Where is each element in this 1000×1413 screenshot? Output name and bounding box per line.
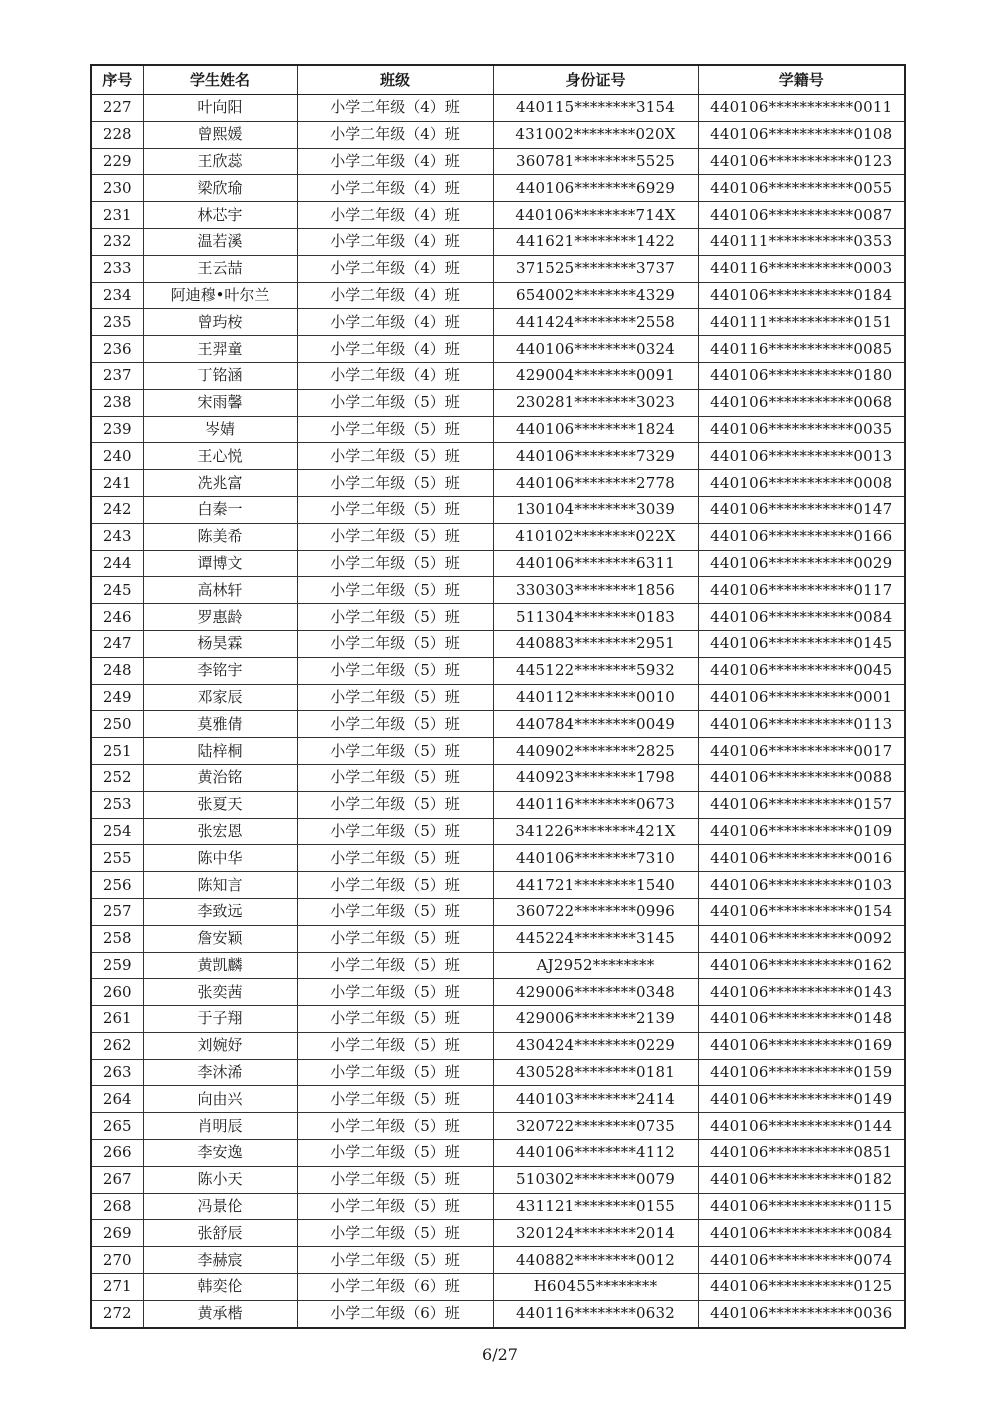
cell-class: 小学二年级（5）班 [297, 577, 493, 604]
cell-class: 小学二年级（5）班 [297, 1006, 493, 1033]
cell-seq: 231 [91, 202, 143, 229]
cell-student-number: 440106***********0182 [698, 1166, 905, 1193]
table-row [91, 1220, 905, 1247]
cell-student-name: 叶向阳 [143, 95, 297, 122]
cell-id-number: 440106********7329 [493, 443, 698, 470]
cell-class: 小学二年级（5）班 [297, 389, 493, 416]
cell-student-name: 詹安颖 [143, 925, 297, 952]
student-roster-table [90, 64, 906, 1329]
cell-student-name: 于子翔 [143, 1006, 297, 1033]
table-row [91, 1086, 905, 1113]
table-row [91, 121, 905, 148]
cell-student-name: 岑婧 [143, 416, 297, 443]
cell-student-name: 黄承楷 [143, 1300, 297, 1327]
cell-student-number: 440106***********0125 [698, 1274, 905, 1301]
cell-student-name: 王欣蕊 [143, 148, 297, 175]
cell-student-number: 440106***********0159 [698, 1059, 905, 1086]
cell-seq: 246 [91, 604, 143, 631]
table-row [91, 1059, 905, 1086]
cell-class: 小学二年级（4）班 [297, 202, 493, 229]
cell-id-number: 371525********3737 [493, 255, 698, 282]
cell-id-number: 440115********3154 [493, 95, 698, 122]
cell-student-number: 440106***********0851 [698, 1140, 905, 1167]
cell-seq: 267 [91, 1166, 143, 1193]
cell-id-number: 441721********1540 [493, 872, 698, 899]
cell-class: 小学二年级（5）班 [297, 1140, 493, 1167]
cell-id-number: 440883********2951 [493, 630, 698, 657]
cell-id-number: 360781********5525 [493, 148, 698, 175]
table-row [91, 952, 905, 979]
cell-seq: 253 [91, 791, 143, 818]
cell-class: 小学二年级（5）班 [297, 898, 493, 925]
table-row [91, 1300, 905, 1327]
cell-id-number: 330303********1856 [493, 577, 698, 604]
table-row [91, 523, 905, 550]
table-row [91, 1006, 905, 1033]
cell-seq: 240 [91, 443, 143, 470]
cell-student-number: 440106***********0162 [698, 952, 905, 979]
table-row [91, 711, 905, 738]
cell-student-name: 邓家辰 [143, 684, 297, 711]
cell-seq: 263 [91, 1059, 143, 1086]
cell-class: 小学二年级（5）班 [297, 1059, 493, 1086]
cell-student-name: 李安逸 [143, 1140, 297, 1167]
cell-student-name: 韩奕伦 [143, 1274, 297, 1301]
cell-class: 小学二年级（5）班 [297, 1032, 493, 1059]
cell-id-number: 429006********2139 [493, 1006, 698, 1033]
cell-id-number: 130104********3039 [493, 496, 698, 523]
cell-id-number: 440106********6311 [493, 550, 698, 577]
cell-class: 小学二年级（4）班 [297, 175, 493, 202]
table-row [91, 630, 905, 657]
table-row [91, 175, 905, 202]
cell-id-number: 440106********1824 [493, 416, 698, 443]
cell-seq: 268 [91, 1193, 143, 1220]
cell-class: 小学二年级（5）班 [297, 684, 493, 711]
cell-student-name: 高林轩 [143, 577, 297, 604]
cell-seq: 227 [91, 95, 143, 122]
cell-student-number: 440116***********0085 [698, 336, 905, 363]
cell-id-number: 429006********0348 [493, 979, 698, 1006]
cell-seq: 235 [91, 309, 143, 336]
cell-id-number: 440106********2778 [493, 470, 698, 497]
cell-seq: 228 [91, 121, 143, 148]
table-row [91, 1113, 905, 1140]
cell-id-number: 410102********022X [493, 523, 698, 550]
cell-student-number: 440106***********0011 [698, 95, 905, 122]
cell-class: 小学二年级（5）班 [297, 818, 493, 845]
table-row [91, 255, 905, 282]
cell-student-number: 440106***********0092 [698, 925, 905, 952]
table-row [91, 1193, 905, 1220]
cell-student-number: 440106***********0123 [698, 148, 905, 175]
cell-id-number: 511304********0183 [493, 604, 698, 631]
cell-class: 小学二年级（4）班 [297, 95, 493, 122]
cell-id-number: 230281********3023 [493, 389, 698, 416]
cell-seq: 261 [91, 1006, 143, 1033]
table-row [91, 764, 905, 791]
cell-id-number: 440882********0012 [493, 1247, 698, 1274]
cell-student-number: 440106***********0103 [698, 872, 905, 899]
cell-student-name: 曾玙桉 [143, 309, 297, 336]
cell-class: 小学二年级（5）班 [297, 925, 493, 952]
cell-student-number: 440106***********0147 [698, 496, 905, 523]
cell-student-number: 440106***********0001 [698, 684, 905, 711]
cell-seq: 252 [91, 764, 143, 791]
cell-class: 小学二年级（5）班 [297, 630, 493, 657]
cell-seq: 255 [91, 845, 143, 872]
cell-student-number: 440106***********0108 [698, 121, 905, 148]
cell-student-number: 440106***********0088 [698, 764, 905, 791]
cell-student-name: 陈小天 [143, 1166, 297, 1193]
cell-seq: 266 [91, 1140, 143, 1167]
cell-id-number: 440784********0049 [493, 711, 698, 738]
cell-id-number: 320722********0735 [493, 1113, 698, 1140]
cell-seq: 254 [91, 818, 143, 845]
cell-id-number: 440106********0324 [493, 336, 698, 363]
table-row [91, 925, 905, 952]
cell-seq: 250 [91, 711, 143, 738]
cell-student-number: 440106***********0115 [698, 1193, 905, 1220]
table-row [91, 684, 905, 711]
table-row [91, 818, 905, 845]
cell-class: 小学二年级（5）班 [297, 1193, 493, 1220]
cell-id-number: 440106********714X [493, 202, 698, 229]
cell-seq: 232 [91, 228, 143, 255]
cell-id-number: 320124********2014 [493, 1220, 698, 1247]
cell-student-name: 丁铭涵 [143, 362, 297, 389]
cell-seq: 244 [91, 550, 143, 577]
cell-student-number: 440106***********0109 [698, 818, 905, 845]
cell-class: 小学二年级（5）班 [297, 1113, 493, 1140]
cell-student-name: 张奕茜 [143, 979, 297, 1006]
cell-student-number: 440111***********0151 [698, 309, 905, 336]
cell-seq: 259 [91, 952, 143, 979]
cell-student-name: 陆梓桐 [143, 738, 297, 765]
cell-student-number: 440106***********0035 [698, 416, 905, 443]
cell-class: 小学二年级（5）班 [297, 443, 493, 470]
table-row [91, 309, 905, 336]
cell-class: 小学二年级（5）班 [297, 604, 493, 631]
cell-id-number: 440106********7310 [493, 845, 698, 872]
header-class: 班级 [297, 65, 493, 95]
cell-class: 小学二年级（4）班 [297, 362, 493, 389]
cell-student-number: 440106***********0184 [698, 282, 905, 309]
cell-student-number: 440106***********0074 [698, 1247, 905, 1274]
cell-seq: 272 [91, 1300, 143, 1327]
cell-class: 小学二年级（5）班 [297, 979, 493, 1006]
cell-id-number: H60455******** [493, 1274, 698, 1301]
table-row [91, 389, 905, 416]
cell-id-number: 445224********3145 [493, 925, 698, 952]
cell-class: 小学二年级（5）班 [297, 1166, 493, 1193]
cell-class: 小学二年级（4）班 [297, 148, 493, 175]
table-row [91, 148, 905, 175]
cell-student-number: 440106***********0016 [698, 845, 905, 872]
cell-student-number: 440106***********0013 [698, 443, 905, 470]
cell-id-number: 440112********0010 [493, 684, 698, 711]
cell-seq: 256 [91, 872, 143, 899]
cell-class: 小学二年级（5）班 [297, 872, 493, 899]
table-row [91, 336, 905, 363]
cell-id-number: 441424********2558 [493, 309, 698, 336]
cell-class: 小学二年级（5）班 [297, 1086, 493, 1113]
cell-student-name: 陈美希 [143, 523, 297, 550]
cell-id-number: 440902********2825 [493, 738, 698, 765]
cell-student-name: 李赫宸 [143, 1247, 297, 1274]
cell-seq: 229 [91, 148, 143, 175]
table-row [91, 470, 905, 497]
cell-student-name: 罗惠龄 [143, 604, 297, 631]
cell-student-name: 宋雨馨 [143, 389, 297, 416]
cell-student-number: 440106***********0157 [698, 791, 905, 818]
cell-class: 小学二年级（5）班 [297, 657, 493, 684]
cell-id-number: 440106********4112 [493, 1140, 698, 1167]
cell-id-number: 654002********4329 [493, 282, 698, 309]
cell-student-name: 杨昊霖 [143, 630, 297, 657]
cell-class: 小学二年级（5）班 [297, 550, 493, 577]
cell-class: 小学二年级（5）班 [297, 791, 493, 818]
cell-seq: 239 [91, 416, 143, 443]
cell-student-name: 李铭宇 [143, 657, 297, 684]
table-row [91, 1140, 905, 1167]
cell-seq: 247 [91, 630, 143, 657]
cell-id-number: 430528********0181 [493, 1059, 698, 1086]
cell-class: 小学二年级（6）班 [297, 1300, 493, 1327]
cell-student-name: 王羿童 [143, 336, 297, 363]
cell-student-name: 阿迪穆•叶尔兰 [143, 282, 297, 309]
cell-student-number: 440106***********0029 [698, 550, 905, 577]
cell-student-number: 440106***********0148 [698, 1006, 905, 1033]
cell-student-number: 440106***********0008 [698, 470, 905, 497]
cell-student-name: 白秦一 [143, 496, 297, 523]
cell-student-number: 440106***********0068 [698, 389, 905, 416]
cell-id-number: 440116********0632 [493, 1300, 698, 1327]
cell-id-number: 440106********6929 [493, 175, 698, 202]
cell-id-number: 510302********0079 [493, 1166, 698, 1193]
table-row [91, 738, 905, 765]
cell-seq: 230 [91, 175, 143, 202]
cell-seq: 264 [91, 1086, 143, 1113]
table-row [91, 872, 905, 899]
table-row [91, 228, 905, 255]
cell-id-number: 440116********0673 [493, 791, 698, 818]
cell-student-name: 李致远 [143, 898, 297, 925]
cell-seq: 258 [91, 925, 143, 952]
table-row [91, 496, 905, 523]
cell-student-number: 440106***********0144 [698, 1113, 905, 1140]
cell-seq: 233 [91, 255, 143, 282]
table-row [91, 979, 905, 1006]
cell-class: 小学二年级（5）班 [297, 845, 493, 872]
cell-class: 小学二年级（5）班 [297, 416, 493, 443]
cell-student-name: 黄凯麟 [143, 952, 297, 979]
cell-student-name: 莫雅倩 [143, 711, 297, 738]
table-row [91, 1274, 905, 1301]
cell-student-name: 李沐浠 [143, 1059, 297, 1086]
table-body [91, 95, 905, 1328]
cell-class: 小学二年级（4）班 [297, 121, 493, 148]
cell-student-number: 440106***********0145 [698, 630, 905, 657]
cell-id-number: 429004********0091 [493, 362, 698, 389]
cell-seq: 237 [91, 362, 143, 389]
cell-student-number: 440106***********0055 [698, 175, 905, 202]
cell-student-number: 440106***********0113 [698, 711, 905, 738]
cell-id-number: 440103********2414 [493, 1086, 698, 1113]
cell-seq: 257 [91, 898, 143, 925]
cell-student-name: 曾熙媛 [143, 121, 297, 148]
cell-id-number: 431121********0155 [493, 1193, 698, 1220]
cell-seq: 270 [91, 1247, 143, 1274]
cell-student-name: 陈知言 [143, 872, 297, 899]
cell-student-name: 肖明辰 [143, 1113, 297, 1140]
cell-student-number: 440106***********0117 [698, 577, 905, 604]
table-row [91, 898, 905, 925]
cell-student-name: 王心悦 [143, 443, 297, 470]
cell-seq: 269 [91, 1220, 143, 1247]
cell-class: 小学二年级（5）班 [297, 711, 493, 738]
table-row [91, 282, 905, 309]
cell-student-name: 冼兆富 [143, 470, 297, 497]
cell-student-name: 刘婉妤 [143, 1032, 297, 1059]
cell-student-number: 440106***********0084 [698, 604, 905, 631]
cell-student-number: 440106***********0045 [698, 657, 905, 684]
cell-student-name: 张夏天 [143, 791, 297, 818]
cell-student-number: 440106***********0087 [698, 202, 905, 229]
cell-id-number: 445122********5932 [493, 657, 698, 684]
cell-class: 小学二年级（5）班 [297, 952, 493, 979]
cell-student-number: 440116***********0003 [698, 255, 905, 282]
cell-id-number: AJ2952******** [493, 952, 698, 979]
cell-student-name: 陈中华 [143, 845, 297, 872]
cell-student-name: 张舒辰 [143, 1220, 297, 1247]
cell-seq: 238 [91, 389, 143, 416]
cell-seq: 265 [91, 1113, 143, 1140]
cell-student-number: 440106***********0180 [698, 362, 905, 389]
cell-class: 小学二年级（5）班 [297, 496, 493, 523]
cell-class: 小学二年级（5）班 [297, 1220, 493, 1247]
cell-class: 小学二年级（5）班 [297, 470, 493, 497]
header-seq: 序号 [91, 65, 143, 95]
cell-seq: 251 [91, 738, 143, 765]
cell-class: 小学二年级（4）班 [297, 282, 493, 309]
cell-seq: 271 [91, 1274, 143, 1301]
table-row [91, 604, 905, 631]
cell-student-name: 谭博文 [143, 550, 297, 577]
cell-seq: 248 [91, 657, 143, 684]
cell-seq: 245 [91, 577, 143, 604]
header-student-number: 学籍号 [698, 65, 905, 95]
cell-seq: 243 [91, 523, 143, 550]
cell-class: 小学二年级（5）班 [297, 1247, 493, 1274]
cell-student-number: 440106***********0143 [698, 979, 905, 1006]
cell-student-name: 冯景伦 [143, 1193, 297, 1220]
cell-seq: 234 [91, 282, 143, 309]
cell-class: 小学二年级（4）班 [297, 255, 493, 282]
cell-student-name: 王云喆 [143, 255, 297, 282]
cell-student-name: 林芯宇 [143, 202, 297, 229]
cell-student-name: 向由兴 [143, 1086, 297, 1113]
table-row [91, 362, 905, 389]
cell-student-name: 黄治铭 [143, 764, 297, 791]
table-row [91, 1032, 905, 1059]
cell-seq: 241 [91, 470, 143, 497]
table-row [91, 657, 905, 684]
table-row [91, 845, 905, 872]
table-header-row [91, 65, 905, 95]
cell-id-number: 341226********421X [493, 818, 698, 845]
cell-id-number: 431002********020X [493, 121, 698, 148]
table-row [91, 1247, 905, 1274]
cell-id-number: 440923********1798 [493, 764, 698, 791]
cell-student-name: 梁欣瑜 [143, 175, 297, 202]
cell-student-number: 440106***********0149 [698, 1086, 905, 1113]
cell-student-number: 440106***********0017 [698, 738, 905, 765]
cell-seq: 262 [91, 1032, 143, 1059]
table-row [91, 791, 905, 818]
cell-seq: 242 [91, 496, 143, 523]
cell-student-number: 440106***********0169 [698, 1032, 905, 1059]
cell-student-name: 温若溪 [143, 228, 297, 255]
header-id-number: 身份证号 [493, 65, 698, 95]
table-row [91, 95, 905, 122]
cell-id-number: 441621********1422 [493, 228, 698, 255]
table-row [91, 550, 905, 577]
page-number: 6/27 [482, 1345, 518, 1364]
cell-class: 小学二年级（4）班 [297, 309, 493, 336]
table-row [91, 416, 905, 443]
cell-student-name: 张宏恩 [143, 818, 297, 845]
cell-seq: 236 [91, 336, 143, 363]
cell-student-number: 440106***********0166 [698, 523, 905, 550]
table-row [91, 1166, 905, 1193]
header-student-name: 学生姓名 [143, 65, 297, 95]
cell-seq: 260 [91, 979, 143, 1006]
cell-seq: 249 [91, 684, 143, 711]
cell-class: 小学二年级（4）班 [297, 228, 493, 255]
cell-id-number: 360722********0996 [493, 898, 698, 925]
cell-id-number: 430424********0229 [493, 1032, 698, 1059]
cell-class: 小学二年级（6）班 [297, 1274, 493, 1301]
cell-class: 小学二年级（5）班 [297, 764, 493, 791]
cell-student-number: 440106***********0084 [698, 1220, 905, 1247]
cell-student-number: 440106***********0036 [698, 1300, 905, 1327]
cell-class: 小学二年级（4）班 [297, 336, 493, 363]
table-row [91, 443, 905, 470]
cell-student-number: 440106***********0154 [698, 898, 905, 925]
cell-student-number: 440111***********0353 [698, 228, 905, 255]
cell-class: 小学二年级（5）班 [297, 523, 493, 550]
table-row [91, 202, 905, 229]
cell-class: 小学二年级（5）班 [297, 738, 493, 765]
table-row [91, 577, 905, 604]
